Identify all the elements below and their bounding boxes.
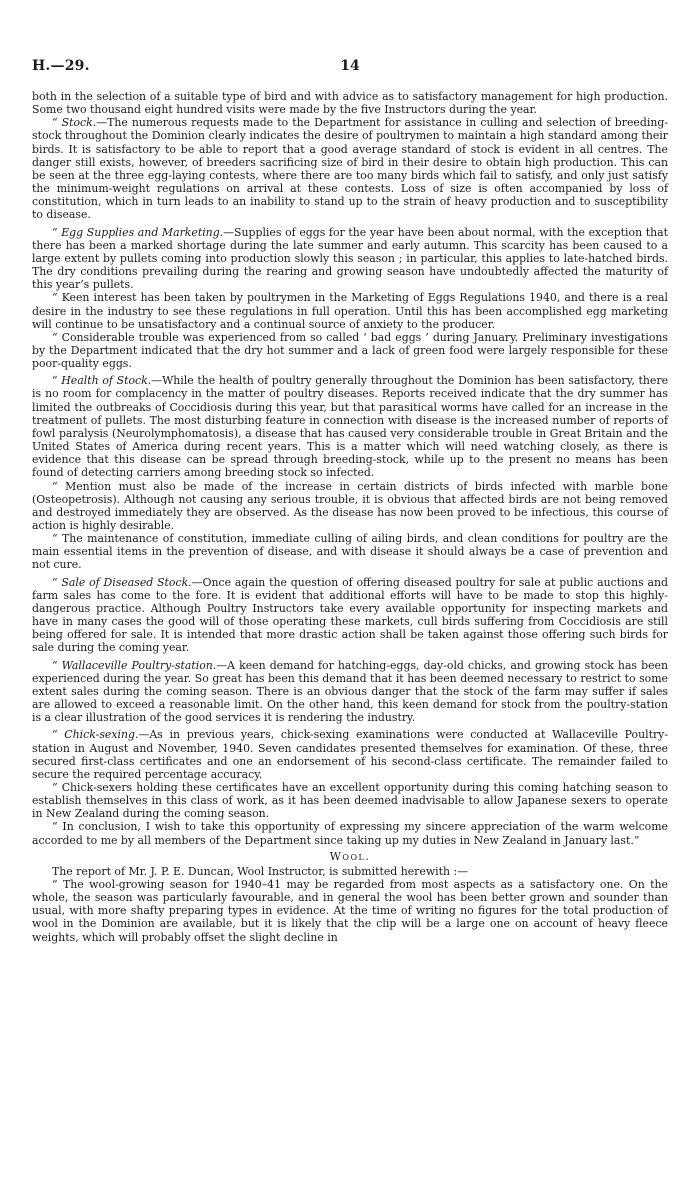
- paragraph: “ In conclusion, I wish to take this opportunity of expressing my sincere appreciation of the warm welcome accorded to me by all members of the Department since taking up my duties in New Zealand in January last.”: [32, 820, 668, 847]
- paragraph-lead: Stock.: [61, 116, 97, 130]
- paragraph-sale-of-diseased-stock: “ Sale of Diseased Stock.—Once again the question of offering diseased poultry for sale at public auctions and farm sales has come to the fore. It is evident that additional efforts will have to be made to stop this highly-dangerous practice. Although Poultry Instructors take every available opportunity for inspecting markets and have in many cases the good will of those operating these markets, cull birds suffering from Coccidiosis are still being offered for sale. It is intended that more drastic action shall be taken against those offering such birds for sale during the coming year.: [32, 575, 669, 655]
- page-number: 14: [340, 58, 360, 74]
- paragraph-stock: “ Stock.—The numerous requests made to the Department for assistance in culling and selection of breeding-stock throughout the Dominion clearly indicates the desire of poultrymen to maintain a high standard among their birds. It is satisfactory to be able to report that a good average standard of stock is evident in all centres. The danger still exists, however, of breeders sacrificing size of bird in their desire to obtain high production. This can be seen at the three egg-laying contests, where there are too many birds which fail to satisfy, and only just satisfy the minimum-weight regulations on arrival at these contests. Loss of size is often accompanied by loss of constitution, which in turn leads to an inability to stand up to the strain of heavy production and to susceptibility to disease.: [32, 116, 668, 222]
- paragraph-chick-sexing: “ Chick-sexing.—As in previous years, chick-sexing examinations were conducted at Wallaceville Poultry-station in August and November, 1940. Seven candidates presented themselves for examination. Of these, three secured first-class certificates and one an endorsement of his second-class certificate. The remainder failed to secure the required percentage accuracy.: [32, 728, 668, 781]
- section-heading-wool: Wool.: [329, 849, 371, 863]
- paragraph-lead: Chick-sexing.: [64, 728, 139, 742]
- paragraph: “ Considerable trouble was experienced from so called ‘ bad eggs ’ during January. Preliminary investigations by the Department indicated that the dry hot summer and a lack of green food were largely responsible for these poor-quality eggs.: [32, 330, 669, 371]
- paragraph-wallaceville: “ Wallaceville Poultry-station.—A keen demand for hatching-eggs, day-old chicks, and growing stock has been experienced during the year. So great has been this demand that it has been deemed necessary to restrict to some extent sales during the coming season. There is an obvious danger that the stock of the farm may suffer if sales are allowed to exceed a reasonable limit. On the other hand, this keen demand for stock from the poultry-station is a clear illustration of the good services it is rendering the industry.: [32, 658, 668, 725]
- paragraph: “ Keen interest has been taken by poultrymen in the Marketing of Eggs Regulations 1940, and there is a real desire in the industry to see these regulations in full operation. Until this has been accomplished egg marketing will continue to be unsatisfactory and a continual source of anxiety to the producer.: [32, 291, 669, 331]
- paragraph-egg-supplies: “ Egg Supplies and Marketing.—Supplies of eggs for the year have been about normal, with the exception that there has been a marked shortage during the late summer and early autumn. This scarcity has been caused to a large extent by pullets coming into production slowly this season ; in particular, this applies to late-hatched birds. The dry conditions prevailing during the rearing and growing season have undoubtedly affected the maturity of this year’s pullets.: [32, 225, 669, 292]
- paragraph-health-of-stock: “ Health of Stock.—While the health of poultry generally throughout the Dominion has been satisfactory, there is no room for complacency in the matter of poultry diseases. Reports received indicate that the dry summer has limited the outbreaks of Coccidiosis during this year, but that parasitical worms have called for an increase in the treatment of pullets. The most disturbing feature in connection with disease is the increased number of reports of fowl paralysis (Neurolymphomatosis), a disease that has caused very considerable trouble in Great Britain and the United States of America during recent years. This is a matter which will need watching closely, as there is evidence that this disease can be spread through breeding-stock, while up to the present no means has been found of detecting carriers among breeding stock so infected.: [32, 374, 669, 480]
- paragraph-lead: Egg Supplies and Marketing.: [61, 225, 224, 239]
- page-header: [32, 58, 668, 84]
- paragraph: The report of Mr. J. P. E. Duncan, Wool Instructor, is submitted herewith :—: [52, 864, 469, 878]
- paragraph-lead: Sale of Diseased Stock.: [61, 575, 192, 589]
- paragraph: “ Chick-sexers holding these certificates have an excellent opportunity during this coming hatching season to establish themselves in this class of work, as it has been deemed inadvisable to allow Japanese sexers to operate in New Zealand during the coming season.: [32, 780, 668, 821]
- document-reference: H.—29.: [32, 58, 90, 74]
- body-text: [32, 90, 668, 944]
- paragraph-lead: Health of Stock.: [61, 374, 152, 388]
- paragraph-lead: Wallaceville Poultry-station.: [61, 658, 217, 672]
- paragraph: “ The wool-growing season for 1940–41 may be regarded from most aspects as a satisfactory one. On the whole, the season was particularly favourable, and in general the wool has been better grown and sounder than usual, with more shafty preparing types in evidence. At the time of writing no figures for the total production of wool in the Dominion are available, but it is likely that the clip will be a large one on account of heavy fleece weights, which will probably offset the slight decline in: [32, 877, 668, 944]
- paragraph: “ The maintenance of constitution, immediate culling of ailing birds, and clean conditions for poultry are the main essential items in the prevention of disease, and with disease it should always be a case of prevention and not cure.: [32, 532, 669, 572]
- paragraph: both in the selection of a suitable type of bird and with advice as to satisfactory management for high production. Some two thousand eight hundred visits were made by the five Instructors during the year.: [32, 90, 668, 117]
- paragraph: “ Mention must also be made of the increase in certain districts of birds infected with marble bone (Osteopetrosis). Although not causing any serious trouble, it is obvious that affected birds are not being removed and destroyed immediately they are observed. As the disease has now been proved to be infectious, this course of action is highly desirable.: [32, 479, 669, 532]
